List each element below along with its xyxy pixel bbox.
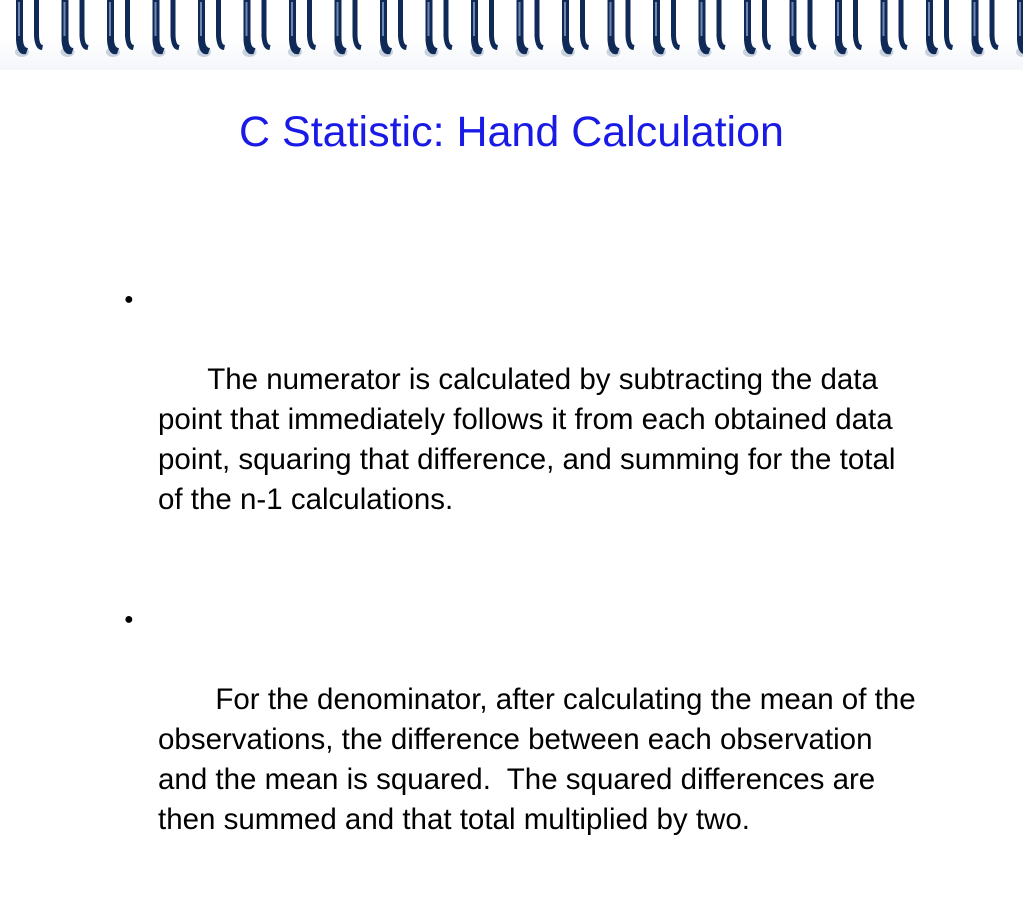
binding-ring-strand: [899, 0, 908, 50]
binding-ring-strand: [444, 0, 453, 50]
binding-ring-strand: [80, 0, 89, 50]
binding-ring-highlight: [610, 2, 612, 36]
binding-ring-body: [471, 0, 483, 54]
binding-ring-body: [517, 0, 529, 54]
binding-ring: [652, 0, 680, 57]
binding-ring-highlight: [337, 2, 339, 36]
bullet-item: [118, 600, 924, 880]
slide-title: C Statistic: Hand Calculation: [239, 108, 784, 156]
binding-ring-body: [835, 0, 847, 54]
binding-ring-strand: [535, 0, 544, 50]
binding-ring-highlight: [519, 2, 521, 36]
binding-ring: [561, 0, 589, 57]
bullet-dot-icon: ●: [124, 291, 134, 308]
bullet-dot-icon: ●: [124, 611, 134, 628]
binding-ring-highlight: [155, 2, 157, 36]
binding-ring-body: [744, 0, 756, 54]
bullet-text: The numerator is calculated by subtracting the data point that immediately follows it from each obtained data point, squaring that difference, and summing for the total of the n-1 calculations.: [158, 363, 904, 516]
binding-ring-body: [926, 0, 938, 54]
binding-ring: [288, 0, 316, 57]
binding-ring-strand: [125, 0, 134, 50]
binding-ring-body: [881, 0, 893, 54]
binding-ring: [789, 0, 817, 57]
binding-ring-body: [16, 0, 28, 54]
binding-ring-highlight: [928, 2, 930, 36]
binding-ring: [698, 0, 726, 57]
binding-ring-body: [62, 0, 74, 54]
binding-ring: [106, 0, 134, 57]
binding-ring-strand: [216, 0, 225, 50]
binding-ring: [880, 0, 908, 57]
binding-ring-strand: [853, 0, 862, 50]
binding-ring-highlight: [18, 2, 20, 36]
binding-ring: [425, 0, 453, 57]
binding-ring-strand: [398, 0, 407, 50]
binding-ring-strand: [580, 0, 589, 50]
binding-ring-body: [426, 0, 438, 54]
binding-ring: [61, 0, 89, 57]
binding-ring-body: [380, 0, 392, 54]
bullet-list: [118, 280, 924, 920]
binding-ring-strand: [944, 0, 953, 50]
binding-ring: [971, 0, 999, 57]
binding-ring-strand: [808, 0, 817, 50]
binding-ring-strand: [762, 0, 771, 50]
binding-ring-highlight: [109, 2, 111, 36]
binding-ring: [243, 0, 271, 57]
bullet-item: [118, 280, 918, 560]
binding-ring: [1016, 0, 1023, 57]
binding-ring: [470, 0, 498, 57]
binding-ring: [197, 0, 225, 57]
binding-ring: [334, 0, 362, 57]
binding-ring-strand: [717, 0, 726, 50]
binding-ring-highlight: [655, 2, 657, 36]
binding-ring-highlight: [428, 2, 430, 36]
binding-ring-body: [608, 0, 620, 54]
bullet-text: For the denominator, after calculating the mean of the observations, the difference between each observation and the mean is squared. The squared differences are then summed and that total multiplied by two.: [158, 683, 924, 836]
binding-ring: [925, 0, 953, 57]
binding-ring-body: [107, 0, 119, 54]
binding-ring: [379, 0, 407, 57]
binding-ring-body: [153, 0, 165, 54]
binding-ring-body: [972, 0, 984, 54]
binding-ring-strand: [307, 0, 316, 50]
binding-ring-highlight: [974, 2, 976, 36]
binding-ring-highlight: [792, 2, 794, 36]
binding-ring-body: [699, 0, 711, 54]
binding-ring-highlight: [64, 2, 66, 36]
binding-ring-strand: [990, 0, 999, 50]
binding-ring-strand: [626, 0, 635, 50]
binding-ring-body: [244, 0, 256, 54]
binding-ring-highlight: [473, 2, 475, 36]
binding-ring-highlight: [883, 2, 885, 36]
binding-ring-strand: [34, 0, 43, 50]
binding-ring-body: [198, 0, 210, 54]
binding-ring-highlight: [382, 2, 384, 36]
binding-ring-highlight: [200, 2, 202, 36]
binding-ring: [607, 0, 635, 57]
binding-ring-body: [653, 0, 665, 54]
binding-ring: [152, 0, 180, 57]
binding-ring: [516, 0, 544, 57]
binding-ring-body: [562, 0, 574, 54]
binding-ring: [834, 0, 862, 57]
binding-ring-body: [335, 0, 347, 54]
binding-ring-highlight: [746, 2, 748, 36]
binding-ring: [15, 0, 43, 57]
binding-ring-strand: [671, 0, 680, 50]
binding-ring-highlight: [246, 2, 248, 36]
binding-ring-body: [289, 0, 301, 54]
binding-ring: [743, 0, 771, 57]
binding-ring-highlight: [837, 2, 839, 36]
binding-ring-highlight: [701, 2, 703, 36]
spiral-binding-icon: [0, 0, 1023, 70]
binding-ring-strand: [171, 0, 180, 50]
binding-ring-highlight: [1019, 2, 1021, 36]
binding-ring-body: [790, 0, 802, 54]
binding-ring-strand: [262, 0, 271, 50]
binding-ring-highlight: [564, 2, 566, 36]
spiral-binding-graphic: [0, 0, 1023, 70]
binding-ring-strand: [489, 0, 498, 50]
binding-ring-highlight: [291, 2, 293, 36]
binding-ring-strand: [353, 0, 362, 50]
